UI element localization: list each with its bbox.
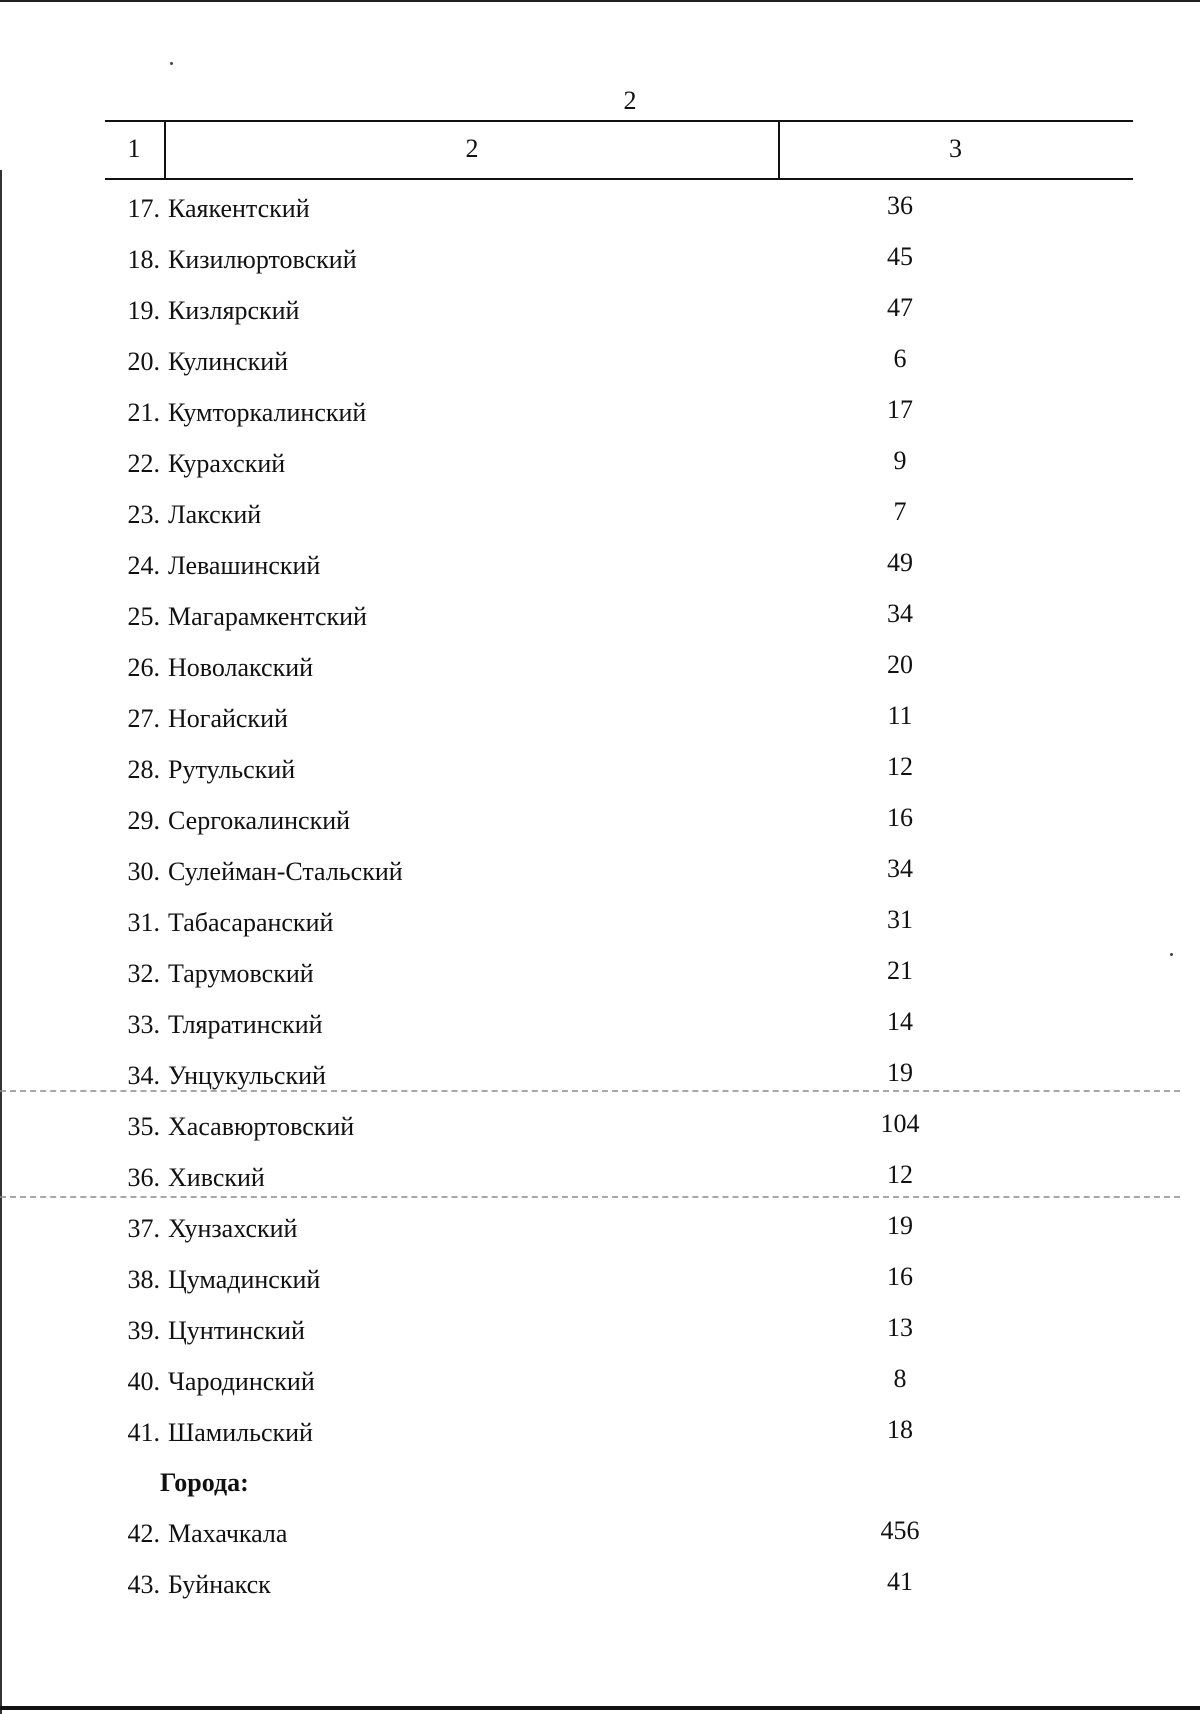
row-number: 30. xyxy=(127,857,160,886)
row-number: 31. xyxy=(127,908,160,937)
city-name: Махачкала xyxy=(168,1519,288,1548)
row-number: 21. xyxy=(127,398,160,427)
row-number: 43. xyxy=(127,1570,160,1599)
row-number: 18. xyxy=(127,245,160,274)
district-name: Унцукульский xyxy=(168,1061,326,1090)
row-number: 26. xyxy=(127,653,160,682)
row-value: 34 xyxy=(887,854,913,883)
row-number: 28. xyxy=(127,755,160,784)
table-row xyxy=(0,1152,1200,1203)
section-heading-text: Города: xyxy=(160,1468,249,1497)
city-name: Буйнакск xyxy=(168,1570,271,1599)
row-value: 17 xyxy=(887,395,913,424)
district-name: Новолакский xyxy=(168,653,314,682)
table-row xyxy=(0,591,1200,642)
district-name: Хивский xyxy=(168,1163,265,1192)
scan-border-top xyxy=(0,0,1200,2)
district-name: Тляратинский xyxy=(168,1010,323,1039)
district-name: Рутульский xyxy=(168,755,296,784)
district-name: Цумадинский xyxy=(168,1265,321,1294)
table-row xyxy=(0,846,1200,897)
table-row xyxy=(0,744,1200,795)
table-row xyxy=(0,642,1200,693)
table-row xyxy=(0,948,1200,999)
district-name: Кизлярский xyxy=(168,296,300,325)
scan-border-bottom xyxy=(0,1706,1200,1710)
district-name: Кизилюртовский xyxy=(168,245,357,274)
district-name: Лакский xyxy=(168,500,262,529)
district-name: Шамильский xyxy=(168,1418,313,1447)
row-number: 23. xyxy=(127,500,160,529)
row-number: 36. xyxy=(127,1163,160,1192)
row-value: 47 xyxy=(887,293,913,322)
row-value: 8 xyxy=(893,1364,907,1393)
district-name: Хасавюртовский xyxy=(168,1112,355,1141)
row-value: 21 xyxy=(887,956,913,985)
row-value: 7 xyxy=(893,497,907,526)
district-name: Табасаранский xyxy=(168,908,334,937)
district-name: Левашинский xyxy=(168,551,321,580)
row-value: 20 xyxy=(887,650,913,679)
row-number: 33. xyxy=(127,1010,160,1039)
row-value: 12 xyxy=(887,752,913,781)
row-value: 19 xyxy=(887,1211,913,1240)
table-row xyxy=(0,336,1200,387)
table-row xyxy=(0,183,1200,234)
row-number: 27. xyxy=(127,704,160,733)
row-value: 13 xyxy=(887,1313,913,1342)
table-row xyxy=(0,234,1200,285)
table-row xyxy=(0,1559,1200,1610)
table-row xyxy=(0,285,1200,336)
row-number: 40. xyxy=(127,1367,160,1396)
page-number: 2 xyxy=(623,86,637,115)
row-value: 456 xyxy=(880,1516,920,1545)
section-heading-cities xyxy=(0,1458,1200,1508)
district-name: Сергокалинский xyxy=(168,806,351,835)
row-number: 25. xyxy=(127,602,160,631)
row-value: 19 xyxy=(887,1058,913,1087)
row-value: 104 xyxy=(880,1109,920,1138)
district-name: Тарумовский xyxy=(168,959,314,988)
table-row xyxy=(0,693,1200,744)
table-row xyxy=(0,1356,1200,1407)
row-number: 17. xyxy=(127,194,160,223)
row-value: 9 xyxy=(893,446,907,475)
district-name: Ногайский xyxy=(168,704,288,733)
scan-speck xyxy=(170,62,173,65)
row-value: 12 xyxy=(887,1160,913,1189)
row-number: 42. xyxy=(127,1519,160,1548)
table-row xyxy=(0,438,1200,489)
table-row xyxy=(0,1254,1200,1305)
row-number: 20. xyxy=(127,347,160,376)
district-name: Кумторкалинский xyxy=(168,398,367,427)
row-value: 11 xyxy=(887,701,913,730)
row-number: 37. xyxy=(127,1214,160,1243)
table-row xyxy=(0,1050,1200,1101)
table-row xyxy=(0,999,1200,1050)
row-value: 16 xyxy=(887,1262,913,1291)
district-name: Магарамкентский xyxy=(168,602,367,631)
row-number: 39. xyxy=(127,1316,160,1345)
row-value: 45 xyxy=(887,242,913,271)
row-value: 16 xyxy=(887,803,913,832)
district-name: Кулинский xyxy=(168,347,289,376)
row-number: 35. xyxy=(127,1112,160,1141)
table-row xyxy=(0,489,1200,540)
table-row xyxy=(0,1101,1200,1152)
column-header-2: 2 xyxy=(164,122,780,178)
district-name: Сулейман-Стальский xyxy=(168,857,403,886)
table-row xyxy=(0,1508,1200,1559)
district-name: Чародинский xyxy=(168,1367,315,1396)
row-value: 34 xyxy=(887,599,913,628)
row-number: 22. xyxy=(127,449,160,478)
row-number: 24. xyxy=(127,551,160,580)
table-header xyxy=(105,120,1133,180)
table-row xyxy=(0,1305,1200,1356)
district-name: Хунзахский xyxy=(168,1214,298,1243)
table-row xyxy=(0,795,1200,846)
table-row xyxy=(0,1203,1200,1254)
row-number: 32. xyxy=(127,959,160,988)
row-number: 38. xyxy=(127,1265,160,1294)
row-value: 6 xyxy=(893,344,907,373)
table-row xyxy=(0,387,1200,438)
column-header-3: 3 xyxy=(949,134,962,163)
row-value: 49 xyxy=(887,548,913,577)
table-body xyxy=(0,183,1200,1610)
row-value: 14 xyxy=(887,1007,913,1036)
district-name: Цунтинский xyxy=(168,1316,305,1345)
table-row xyxy=(0,1407,1200,1458)
row-number: 34. xyxy=(127,1061,160,1090)
column-header-1: 1 xyxy=(127,134,141,163)
district-name: Каякентский xyxy=(168,194,310,223)
row-value: 36 xyxy=(887,191,913,220)
district-name: Курахский xyxy=(168,449,286,478)
row-value: 31 xyxy=(887,905,913,934)
row-number: 29. xyxy=(127,806,160,835)
row-value: 41 xyxy=(887,1567,913,1596)
table-row xyxy=(0,540,1200,591)
table-row xyxy=(0,897,1200,948)
row-value: 18 xyxy=(887,1415,913,1444)
row-number: 19. xyxy=(127,296,160,325)
row-number: 41. xyxy=(127,1418,160,1447)
